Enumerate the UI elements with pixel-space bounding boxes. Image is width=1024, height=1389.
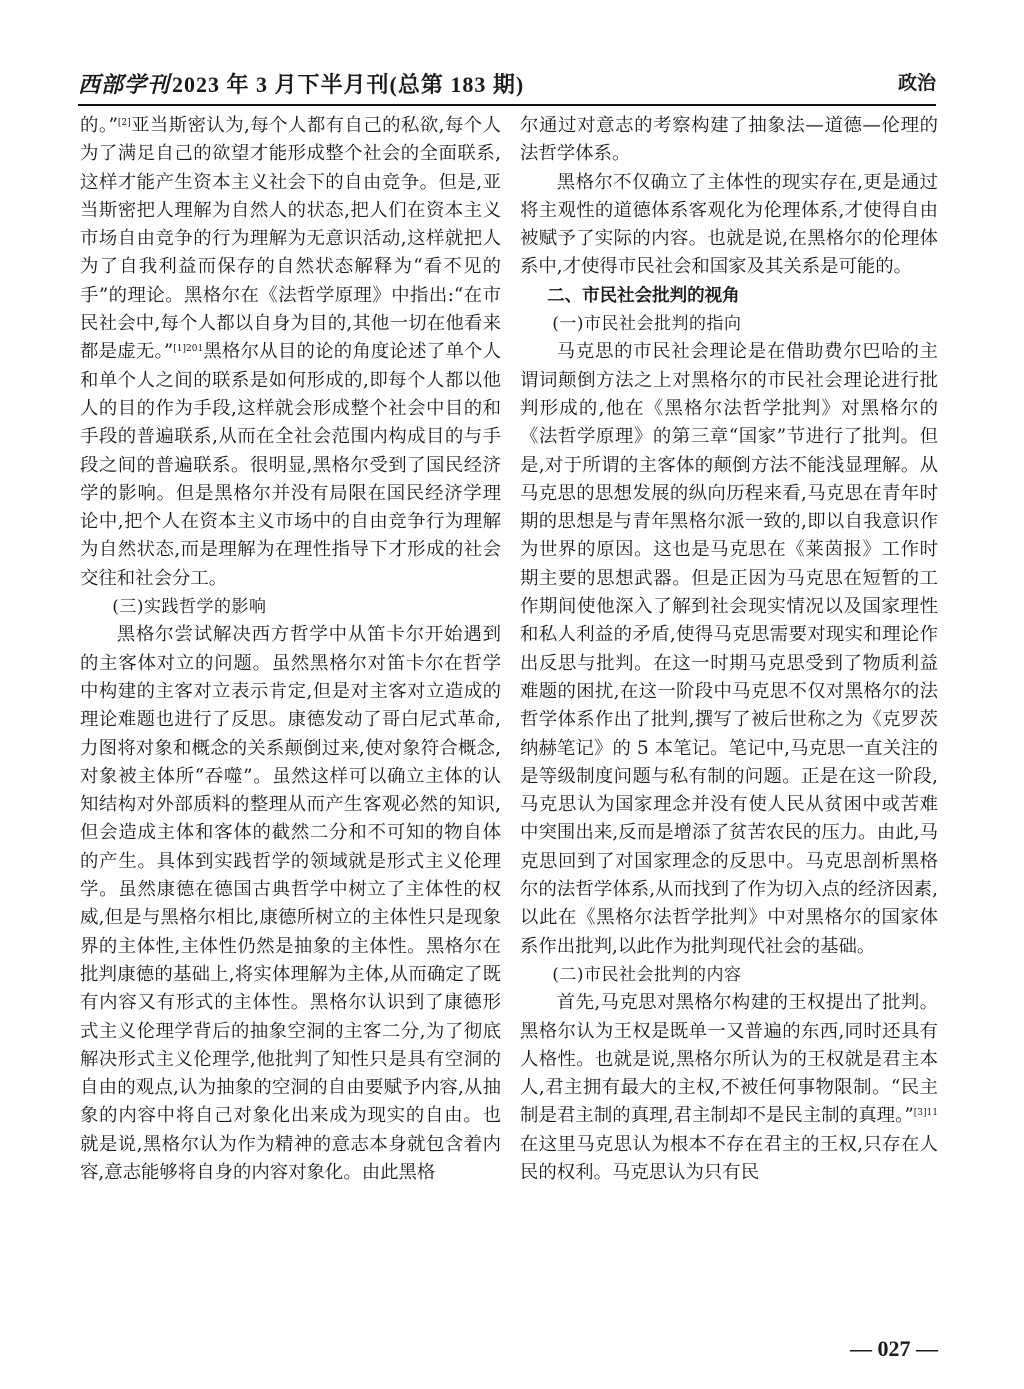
citation: [1]201 bbox=[173, 344, 204, 355]
paragraph bbox=[520, 989, 938, 1187]
section-label: 政治 bbox=[897, 72, 936, 94]
page-number: — 027 — bbox=[850, 1336, 938, 1361]
citation: [3]11 bbox=[913, 1108, 938, 1119]
text-run: 首先,马克思对黑格尔构建的王权提出了批判。黑格尔认为王权是既单一又普遍的东西,同时还具有人格性。也就是说,黑格尔所认为的王权就是君主本人,君主拥有最大的主权,不被任何事物限制。“民主制是君主制的真理,君主制却不是民主制的真理。” bbox=[520, 992, 938, 1127]
text-run: 亚当斯密认为,每个人都有自己的私欲,每个人为了满足自己的欲望才能形成整个社会的全面联系,这样才能产生资本主义社会下的自由竞争。但是,亚当斯密把人理解为自然人的状态,把人们在资本主义市场自由竞争的行为理解为无意识活动,这样就把人为了自我利益而保存的自然状态解释为“看不见的手”的理论。黑格尔在《法哲学原理》中指出:“在市民社会中,每个人都以自身为目的,其他一切在他看来都是虚无。” bbox=[80, 115, 501, 363]
journal-title bbox=[78, 68, 524, 99]
text-run: 黑格尔从目的论的角度论述了单个人和单个人之间的联系是如何形成的,即每个人都以他人的目的作为手段,这样就会形成整个社会中目的和手段的普遍联系,从而在全社会范围内构成目的与手段之间的普遍联系。很明显,黑格尔受到了国民经济学的影响。但是黑格尔并没有局限在国民经济学理论中,把个人在资本主义市场中的自由竞争行为理解为自然状态,而是理解为在理性指导下才形成的社会交往和社会分工。 bbox=[80, 341, 501, 589]
issue-info: 2023 年 3 月下半月刊(总第 183 期) bbox=[172, 72, 525, 97]
left-column bbox=[80, 112, 501, 1187]
journal-logo: 西部学刊 bbox=[78, 72, 171, 97]
paragraph: 黑格尔尝试解决西方哲学中从笛卡尔开始遇到的主客体对立的问题。虽然黑格尔对笛卡尔在哲学中构建的主客对立表示肯定,但是对主客对立造成的理论难题也进行了反思。康德发动了哥白尼式革命,力图将对象和概念的关系颠倒过来,使对象符合概念,对象被主体所“吞噬”。虽然这样可以确立主体的认知结构对外部质料的整理从而产生客观必然的知识,但会造成主体和客体的截然二分和不可知的物自体的产生。具体到实践哲学的领域就是形式主义伦理学。虽然康德在德国古典哲学中树立了主体性的权威,但是与黑格尔相比,康德所树立的主体性只是现象界的主体性,主体性仍然是抽象的主体性。黑格尔在批判康德的基础上,将实体理解为主体,从而确定了既有内容又有形式的主体性。黑格尔认识到了康德形式主义伦理学背后的抽象空洞的主客二分,为了彻底解决形式主义伦理学,他批判了知性只是具有空洞的自由的观点,认为抽象的空洞的自由要赋予内容,从抽象的内容中将自己对象化出来成为现实的自由。也就是说,黑格尔认为作为精神的意志本身就包含着内容,意志能够将自身的内容对象化。由此黑格 bbox=[80, 624, 501, 1183]
text-run: 在这里马克思认为根本不存在君主的王权,只存在人民的权利。马克思认为只有民 bbox=[520, 1133, 938, 1183]
text-run: 的。” bbox=[80, 115, 118, 136]
subsection-heading: (二)市民社会批判的内容 bbox=[552, 964, 742, 985]
paragraph: 黑格尔不仅确立了主体性的现实存在,更是通过将主观性的道德体系客观化为伦理体系,才使得自由被赋予了实际的内容。也就是说,在黑格尔的伦理体系中,才使得市民社会和国家及其关系是可能的。 bbox=[520, 171, 938, 278]
paragraph bbox=[80, 112, 501, 593]
paragraph: 尔通过对意志的考察构建了抽象法—道德—伦理的法哲学体系。 bbox=[520, 115, 938, 165]
header-rule bbox=[78, 104, 936, 106]
paragraph: 马克思的市民社会理论是在借助费尔巴哈的主谓词颠倒方法之上对黑格尔的市民社会理论进行批判形成的,他在《黑格尔法哲学批判》对黑格尔的《法哲学原理》的第三章“国家”节进行了批判。但是,对于所谓的主客体的颠倒方法不能浅显理解。从马克思的思想发展的纵向历程来看,马克思在青年时期的思想是与青年黑格尔派一致的,即以自我意识作为世界的原因。这也是马克思在《莱茵报》工作时期主要的思想武器。但是正因为马克思在短暂的工作期间使他深入了解到社会现实情况以及国家理性和私人利益的矛盾,使得马克思需要对现实和理论作出反思与批判。在这一时期马克思受到了物质利益难题的困扰,在这一阶段中马克思不仅对黑格尔的法哲学体系作出了批判,撰写了被后世称之为《克罗茨纳赫笔记》的 5 本笔记。笔记中,马克思一直关注的是等级制度问题与私有制的问题。正是在这一阶段,马克思认为国家理念并没有使人民从贫困中或苦难中突围出来,反而是增添了贫苦农民的压力。由此,马克思回到了对国家理念的反思中。马克思剖析黑格尔的法哲学体系,从而找到了作为切入点的经济因素,以此在《黑格尔法哲学批判》中对黑格尔的国家体系作出批判,以此作为批判现代社会的基础。 bbox=[520, 341, 938, 957]
subsection-heading: (一)市民社会批判的指向 bbox=[552, 314, 742, 335]
subsection-heading: (三)实践哲学的影响 bbox=[112, 597, 267, 618]
citation: [2] bbox=[117, 118, 131, 128]
running-header bbox=[78, 66, 936, 100]
section-heading: 二、市民社会批判的视角 bbox=[547, 285, 740, 306]
right-column bbox=[520, 112, 938, 1187]
